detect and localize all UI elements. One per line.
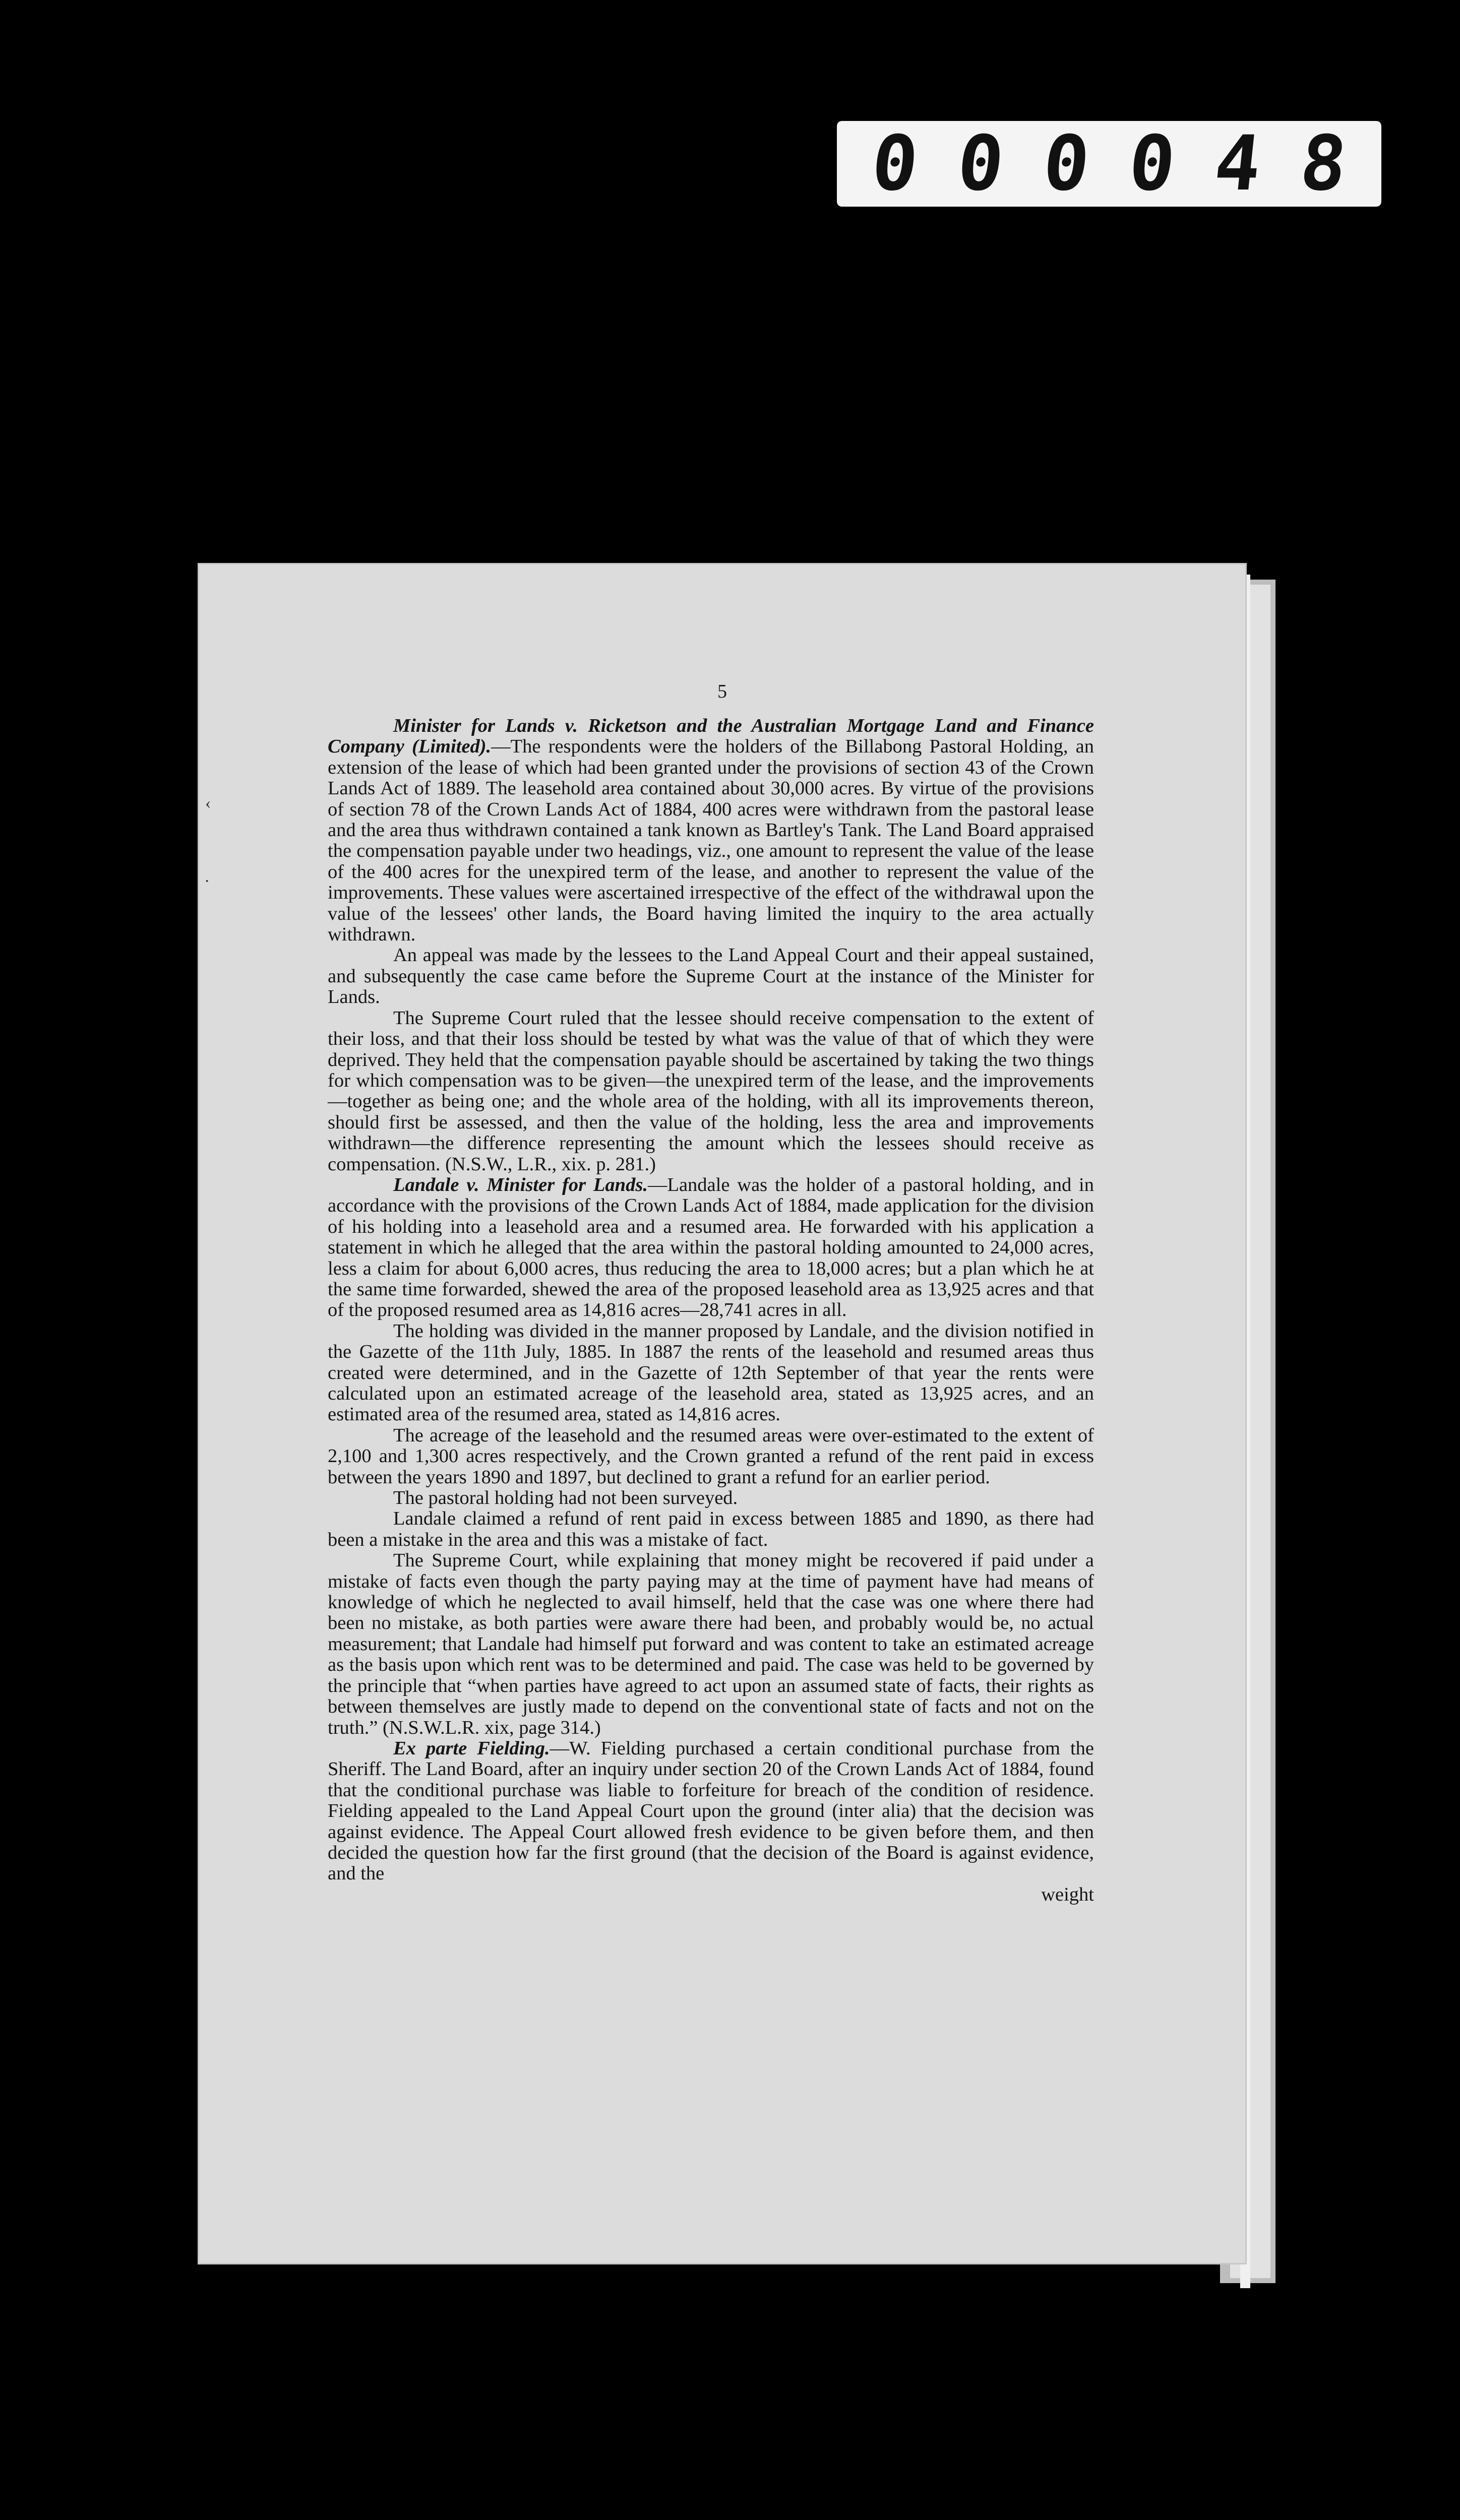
paragraph-text: —Landale was the holder of a pastoral holding, and in accordance with the provisions of the Crown Lands Act of 1884, made application for the division of his holding into a leasehold area and a resumed area. He forwarded with his application a statement in which he alleged that the area within the pastoral holding amounted to 24,000 acres, less a claim for about 6,000 acres, thus reducing the area to 18,000 acres; but a plan which he at the same time forwarded, shewed the area of the proposed leasehold area as 13,925 acres and that of the proposed resumed area as 14,816 acres—28,741 acres in all. — [328, 1174, 1094, 1321]
page-body — [328, 716, 1094, 1905]
paragraph — [328, 1008, 1094, 1175]
paragraph — [328, 1175, 1094, 1321]
paragraph — [328, 716, 1094, 945]
catchword: weight — [1041, 1883, 1094, 1905]
paragraph — [328, 1550, 1094, 1738]
paragraph-text: Landale claimed a refund of rent paid in excess between 1885 and 1890, as there had been a mistake in the area and this was a mistake of fact. — [328, 1508, 1094, 1550]
frame-digit: 0 — [953, 120, 1008, 208]
paragraph-text: The holding was divided in the manner proposed by Landale, and the division notified in the Gazette of the 11th July, 1885. In 1887 the rents of the leasehold and resumed areas thus created were determined, and in the Gazette of 12th September of that year the rents were calculated upon an estimated acreage of the leasehold area, stated as 13,925 acres, and an estimated area of the resumed area, stated as 14,816 acres. — [328, 1320, 1094, 1425]
paragraph — [328, 1321, 1094, 1425]
paragraph-text: —W. Fielding purchased a certain conditional purchase from the Sheriff. The Land Board, after an inquiry under section 20 of the Crown Lands Act of 1884, found that the conditional purchase was liable to forfeiture for breach of the condition of residence. Fielding appealed to the Land Appeal Court upon the ground (inter alia) that the decision was against evidence. The Appeal Court allowed fresh evidence to be given before them, and then decided the question how far the first ground (that the decision of the Board is against evidence, and the — [328, 1737, 1094, 1884]
paragraph-text: —The respondents were the holders of the Billabong Pastoral Holding, an extension of the lease of which had been granted under the provisions of section 43 of the Crown Lands Act of 1889. The leasehold area contained about 30,000 acres. By virtue of the provisions of section 78 of the Crown Lands Act of 1884, 400 acres were withdrawn from the pastoral lease and the area thus withdrawn contained a tank known as Bartley's Tank. The Land Board appraised the compensation payable under two headings, viz., one amount to represent the value of the lease of the 400 acres for the unexpired term of the lease, and another to represent the value of the improvements. These values were ascertained irrespective of the effect of the withdrawal upon the value of the lessees' other lands, the Board having limited the inquiry to the area actually withdrawn. — [328, 736, 1094, 946]
margin-mark: ‹ — [205, 794, 211, 812]
paragraph-text: The pastoral holding had not been surveyed. — [393, 1487, 738, 1509]
paragraph — [328, 945, 1094, 1007]
paragraph — [328, 1488, 1094, 1508]
paragraph — [328, 1508, 1094, 1550]
frame-digit: 0 — [1124, 120, 1180, 208]
paragraph — [328, 1738, 1094, 1884]
case-title: Minister for Lands v. Ricketson and the Australian Mortgage Land and Finance Company (Limited). — [328, 715, 1094, 758]
frame-digit: 4 — [1210, 120, 1265, 208]
frame-digit: 0 — [1039, 120, 1094, 208]
document-page — [199, 564, 1245, 2263]
paragraph — [328, 1425, 1094, 1488]
case-title: Ex parte Fielding. — [393, 1737, 550, 1759]
paragraph-text: The acreage of the leasehold and the resumed areas were over-estimated to the extent of 2,100 and 1,300 acres respectively, and the Crown granted a refund of the rent paid in excess between the years 1890 and 1897, but declined to grant a refund for an earlier period. — [328, 1424, 1094, 1488]
margin-mark: · — [204, 872, 210, 891]
frame-number-stamp — [837, 121, 1381, 207]
frame-digit: 0 — [867, 120, 923, 208]
paragraph-text: An appeal was made by the lessees to the Land Appeal Court and their appeal sustained, and subsequently the case came before the Supreme Court at the instance of the Minister for Lands. — [328, 944, 1094, 1008]
case-title: Landale v. Minister for Lands. — [393, 1174, 648, 1195]
paragraph-text: The Supreme Court ruled that the lessee should receive compensation to the extent of their loss, and that their loss should be tested by what was the value of that of which they were deprived. They held that the compensation payable should be ascertained by taking the two things for which compensation was to be given—the unexpired term of the lease, and the improvements—together as being one; and the whole area of the holding, with all its improvements thereon, should first be assessed, and then the value of the holding, less the area and improvements withdrawn—the difference representing the amount which the lessees should receive as compensation. (N.S.W., L.R., xix. p. 281.) — [328, 1007, 1094, 1175]
frame-digit: 8 — [1296, 120, 1351, 208]
paragraph-text: The Supreme Court, while explaining that money might be recovered if paid under a mistake of facts even though the party paying may at the time of payment have had means of knowledge of which he neglected to avail himself, held that the case was one where there had been no mistake, as both parties were aware there had been, and probably would be, no actual measurement; that Landale had himself put forward and was content to take an estimated acreage as the basis upon which rent was to be determined and paid. The case was held to be governed by the principle that “when parties have agreed to act upon an assumed state of facts, their rights as between themselves are justly made to depend on the conventional state of facts and not on the truth.” (N.S.W.L.R. xix, page 314.) — [328, 1550, 1094, 1738]
page-number: 5 — [717, 681, 727, 702]
